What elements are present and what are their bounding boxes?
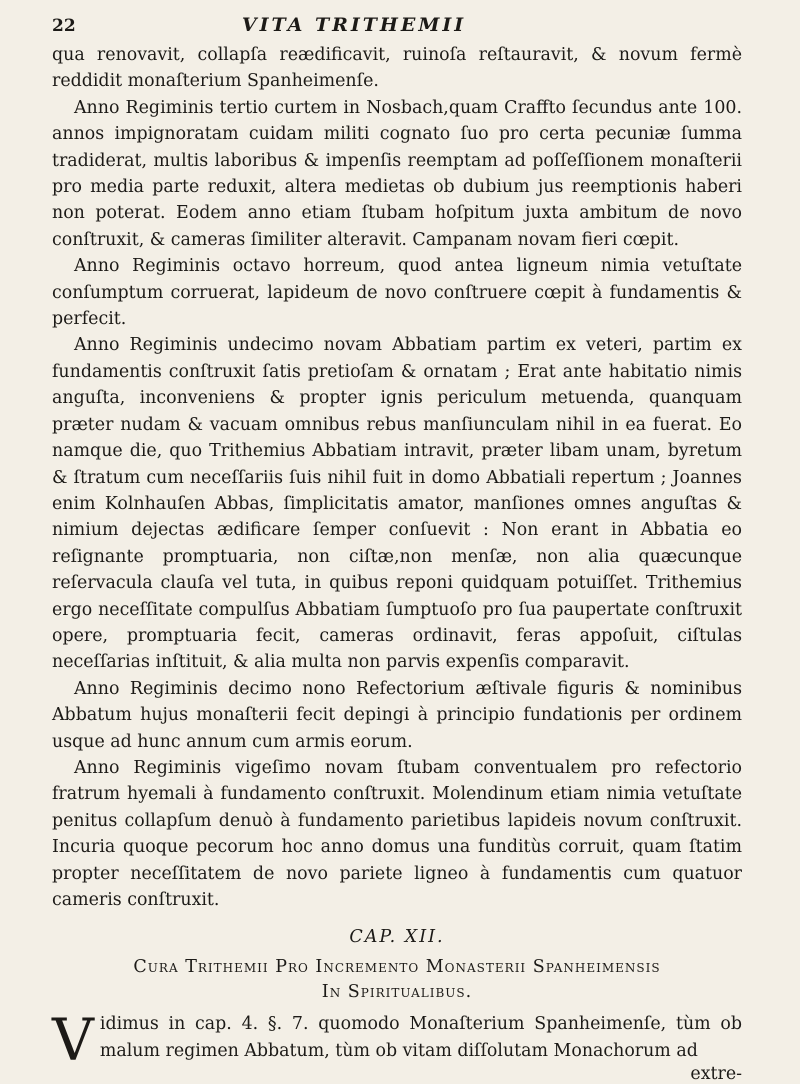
chapter-heading: CAP. XII. — [349, 927, 445, 948]
chapter-title — [52, 955, 742, 1005]
paragraph: Anno Regiminis vigeſimo novam ſtubam conventualem pro refectorio fratrum hyemali à fundamento conſtruxit. Molendinum etiam nimia vetuſtate penitus collapſum denuò à fundamento parietibus lapideis novum conſtruxit. Incuria quoque pecorum hoc anno domus una funditùs corruit, quam ſtatim propter neceſſitatem de novo pariete ligneo à fundamentis cum quatuor cameris conſtruxit. — [52, 757, 742, 910]
page-header — [52, 14, 742, 36]
body-text — [52, 42, 742, 913]
page-number: 22 — [52, 16, 76, 36]
catchword: extre- — [690, 1064, 742, 1084]
paragraph: qua renovavit, collapſa reædificavit, ruinoſa reſtauravit, & novum fermè reddidit monaſterium Spanheimenſe. — [52, 45, 742, 92]
paragraph: Anno Regiminis decimo nono Refectorium æſtivale figuris & nominibus Abbatum hujus monaſterii fecit depingi à principio fundationis per ordinem usque ad hunc annum cum armis eorum. — [52, 678, 742, 752]
opening-paragraph-text: idimus in cap. 4. §. 7. quomodo Monaſterium Spanheimenſe, tùm ob malum regimen Abbatum, tùm ob vitam diſſolutam Monachorum ad — [99, 1014, 742, 1061]
chapter-title-line: Cura Trithemii Pro Incremento Monasterii Spanheimensis — [133, 957, 661, 978]
paragraph: Anno Regiminis tertio curtem in Nosbach,quam Craffto ſecundus ante 100. annos impignoratam cuidam militi cognato ſuo pro certa pecuniæ ſumma tradiderat, multis laboribus & impenſis reemptam ad poſſeſſionem monaſterii pro media parte reduxit, altera medietas ob dubium jus reemptionis haberi non poterat. Eodem anno etiam ſtubam hoſpitum juxta ambitum de novo conſtruxit, & cameras ſimiliter alteravit. Campanam novam fieri cœpit. — [52, 97, 742, 250]
drop-cap: V — [52, 1006, 94, 1075]
paragraph: Anno Regiminis undecimo novam Abbatiam partim ex veteri, partim ex fundamentis conſtruxit ſatis pretioſam & ornatam ; Erat ante habitatio nimis anguſta, inconveniens & propter ignis periculum metuenda, quanquam præter nudam & vacuam omnibus rebus manſiunculam nihil in ea fuerat. Eo namque die, quo Trithemius Abbatiam intravit, præter libam unam, byretum & ſtratum cum neceſſariis ſuis nihil fuit in domo Abbatiali repertum ; Joannes enim Kolnhauſen Abbas, ſimplicitatis amator, manſiones omnes anguſtas & nimium dejectas ædificare ſemper conſuevit : Non erant in Abbatia eo reſignante promptuaria, non ciſtæ,non menſæ, non alia quæcunque reſervacula clauſa vel tuta, in quibus reponi quidquam potuiſſet. Trithemius ergo neceſſitate compulſus Abbatiam ſumptuoſo pro ſua paupertate conſtruxit opere, promptuaria fecit, cameras ordinavit, feras appoſuit, ciſtulas neceſſarias inſtituit, & alia multa non parvis expenſis comparavit. — [52, 335, 742, 673]
running-head: VITA TRITHEMII — [241, 14, 467, 36]
chapter-title-line: In Spiritualibus. — [321, 982, 473, 1003]
paragraph: Anno Regiminis octavo horreum, quod antea ligneum nimia vetuſtate conſumptum corruerat, lapideum de novo conſtruere cœpit à fundamentis & perfecit. — [52, 256, 742, 330]
